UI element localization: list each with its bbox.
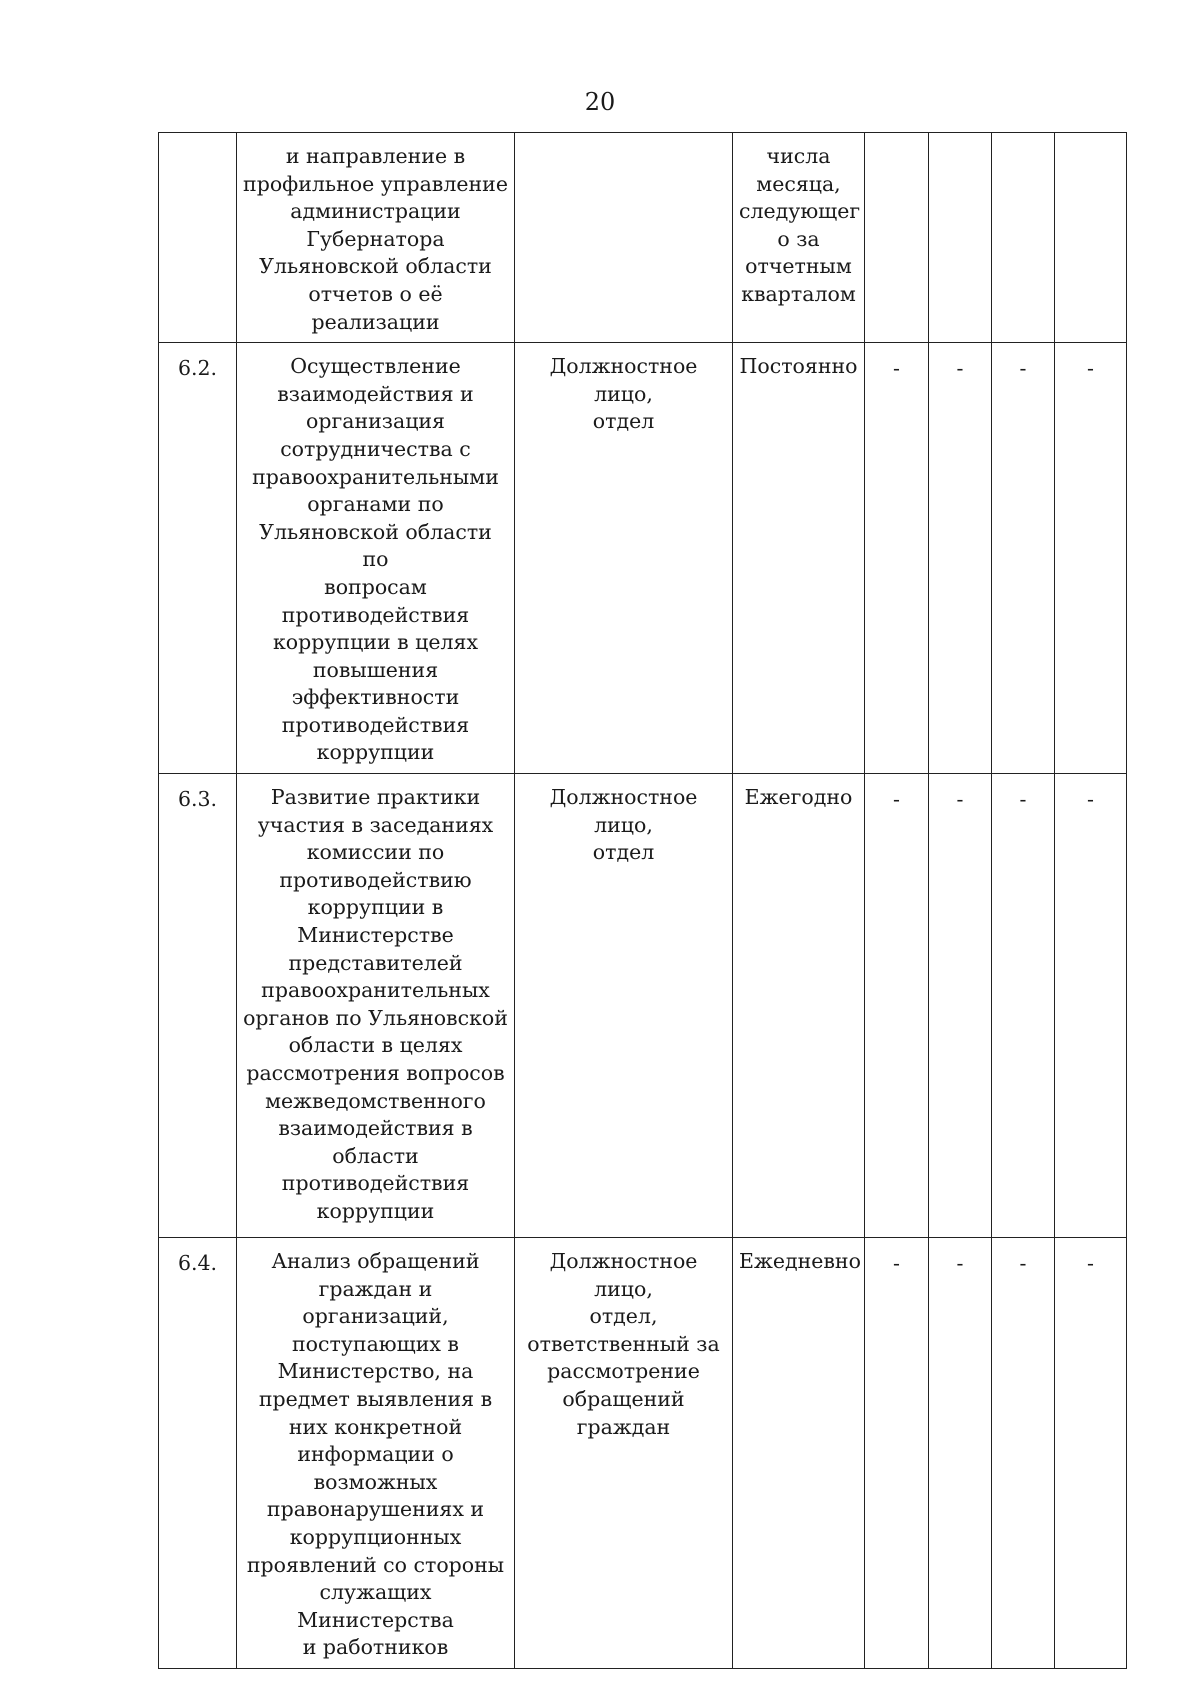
table-row [159, 133, 1127, 343]
funding-cell: - [865, 1238, 929, 1669]
responsible-text: Должностное лицо, отдел [515, 774, 733, 1238]
deadline-text: Ежедневно [733, 1238, 865, 1669]
funding-cell: - [929, 343, 992, 774]
page-number: 20 [584, 88, 616, 116]
funding-cell: - [992, 774, 1055, 1238]
funding-cell: - [929, 1238, 992, 1669]
funding-cell: - [992, 343, 1055, 774]
row-number: 6.2. [159, 343, 237, 774]
deadline-text: Постоянно [733, 343, 865, 774]
measure-text: Анализ обращений граждан и организаций, поступающих в Министерство, на предмет выявления в них конкретной информации о возможных правонарушениях и коррупционных проявлений со стороны служащих Министерства и работников [237, 1238, 515, 1669]
measure-text: и направление в профильное управление администрации Губернатора Ульяновской области отчетов о её реализации [237, 133, 515, 343]
measure-text: Осуществление взаимодействия и организация сотрудничества с правоохранительными органами по Ульяновской области по вопросам противодействия коррупции в целях повышения эффективности противодействия коррупции [237, 343, 515, 774]
table-row [159, 1238, 1127, 1669]
row-number [159, 133, 237, 343]
funding-cell: - [1055, 774, 1127, 1238]
funding-cell: - [992, 1238, 1055, 1669]
responsible-text: Должностное лицо, отдел [515, 343, 733, 774]
measures-table [158, 132, 1127, 1669]
funding-cell [865, 133, 929, 343]
table-row [159, 343, 1127, 774]
funding-cell: - [1055, 1238, 1127, 1669]
row-number: 6.4. [159, 1238, 237, 1669]
table-row [159, 774, 1127, 1238]
measure-text: Развитие практики участия в заседаниях комиссии по противодействию коррупции в Министерстве представителей правоохранительных органов по Ульяновской области в целях рассмотрения вопросов межведомственного взаимодействия в области противодействия коррупции [237, 774, 515, 1238]
deadline-text: Ежегодно [733, 774, 865, 1238]
funding-cell: - [929, 774, 992, 1238]
responsible-text [515, 133, 733, 343]
funding-cell: - [865, 774, 929, 1238]
funding-cell [1055, 133, 1127, 343]
deadline-text: числа месяца, следующег о за отчетным кварталом [733, 133, 865, 343]
row-number: 6.3. [159, 774, 237, 1238]
funding-cell [929, 133, 992, 343]
responsible-text: Должностное лицо, отдел, ответственный за рассмотрение обращений граждан [515, 1238, 733, 1669]
funding-cell [992, 133, 1055, 343]
funding-cell: - [865, 343, 929, 774]
funding-cell: - [1055, 343, 1127, 774]
